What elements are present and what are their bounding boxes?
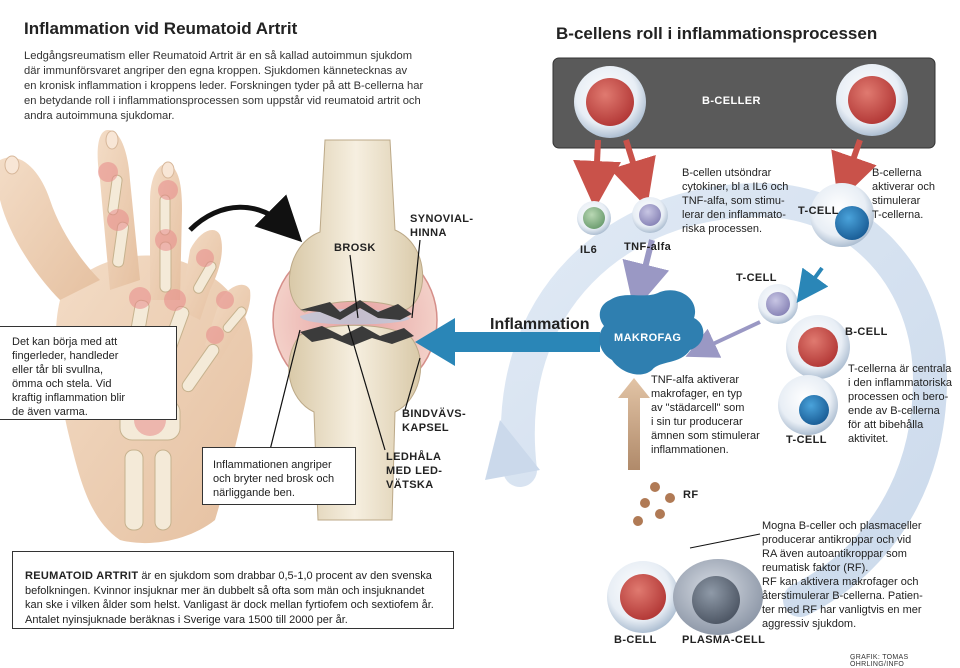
tnf-macrophage-note [651, 373, 760, 457]
arrow-tcell-down [806, 268, 822, 290]
right-title: B-cellens roll i inflammationsprocessen [556, 24, 878, 43]
ledhala-label [386, 450, 442, 492]
tcell-central-note-line: T-cellerna är centrala [848, 363, 952, 375]
cytokine-note [682, 166, 788, 236]
intro-line: Ledgångsreumatism eller Reumatoid Artrit är en så kallad autoimmun sjukdom [24, 50, 413, 62]
activate-note-line: stimulerar [872, 195, 921, 207]
plasma-note-line: aggressiv sjukdom. [762, 618, 857, 630]
hand-note [0, 326, 177, 420]
plasma-cell [673, 559, 763, 635]
tnf-label: TNF-alfa [624, 241, 672, 253]
t-cell-mid [758, 284, 798, 324]
tnf-macrophage-note-line: makrofager, en typ [651, 388, 743, 400]
inflammation-label: Inflammation [490, 316, 590, 333]
ra-note-line: befolkningen. Kvinnor insjuknar mer än dubbelt så ofta som män och insjuknandet [25, 584, 425, 597]
bindvav-line: BINDVÄVS- [402, 408, 467, 420]
rf-label: RF [683, 489, 699, 501]
hand-note-line: kraftig inflammation blir [12, 392, 126, 404]
bindvav-label [402, 407, 466, 435]
tnf-cell [632, 197, 668, 233]
tnf-macrophage-note-line: ämnen som stimulerar [651, 430, 760, 442]
synovial-line: HINNA [410, 227, 447, 239]
cytokine-note-line: lerar den inflammato- [682, 209, 786, 221]
credit: GRAFIK: TOMAS ÖHRLING/INFO [850, 654, 909, 668]
tcell-central-note-line: för att bibehålla [848, 419, 924, 431]
b-cell-bottom [607, 561, 679, 633]
tcell-central-note-line: i den inflammatoriska [848, 377, 952, 389]
tnf-macrophage-note-line: av "städarcell" som [651, 402, 745, 414]
arrow-tcell-to-macrophage [700, 322, 760, 350]
ra-note-line: Antalet nyinsjuknade beräknas i Sverige vara 1500 till 2000 per år. [25, 613, 348, 626]
plasma-note-pointer [690, 534, 760, 548]
tcell-right-label: T-CELL [786, 434, 827, 446]
tcell-central-note-line: ende av B-cellerna [848, 405, 940, 417]
makrofag-label: MAKROFAG [614, 332, 682, 344]
intro-line: en betydande roll i inflammationsprocessen som uppstår vid reumatoid artrit och [24, 95, 421, 107]
tcell-top-label: T-CELL [798, 205, 839, 217]
brosk-label: BROSK [334, 242, 376, 254]
plasma-label: PLASMA-CELL [682, 634, 766, 646]
il6-cell [577, 201, 611, 235]
rf-particles [633, 482, 675, 526]
ledhala-line: LEDHÅLA [386, 451, 442, 463]
hand-note-line: de även varma. [12, 406, 88, 418]
tcell-mid-label: T-CELL [736, 272, 777, 284]
plasma-note-line: ter med RF har vanligtvis en mer [762, 604, 922, 616]
ledhala-line: VÄTSKA [386, 479, 434, 491]
intro-line: där immunförsvaret angriper den egna kroppen. Sjukdomen kännetecknas av [24, 65, 408, 77]
plasma-note-line: producerar antikroppar och vid [762, 534, 912, 546]
b-cell-right [786, 315, 850, 379]
plasma-note-line: RA även autoantikroppar som [762, 548, 907, 560]
bcell-bottom-label: B-CELL [614, 634, 657, 646]
ra-note-lead: REUMATOID ARTRIT [25, 570, 139, 582]
ledhala-line: MED LED- [386, 465, 443, 477]
t-cell-right [778, 375, 838, 435]
cartilage-note-line: närliggande ben. [213, 487, 295, 499]
plasma-note-line: återstimulerar B-cellerna. Patien- [762, 590, 923, 602]
plasma-note-line: RF kan aktivera makrofager och [762, 576, 919, 588]
b-celler-label: B-CELLER [702, 95, 761, 107]
tcell-central-note-line: aktivitet. [848, 433, 889, 445]
ra-note-line: kan ske i vilken ålder som helst. Vanligast är dock mellan fyrtiofem och sextiofem år. [25, 599, 434, 611]
arrow-to-il6 [596, 140, 598, 185]
cartilage-note-line: och bryter ned brosk och [213, 473, 335, 485]
hand-to-joint-arrow [190, 207, 288, 230]
tcell-central-note [848, 362, 952, 446]
cytokine-note-line: cytokiner, bl a IL6 och [682, 181, 789, 193]
activate-note [872, 166, 935, 222]
plasma-note-line: reumatisk faktor (RF). [762, 562, 869, 574]
intro-text [24, 49, 424, 124]
il6-label: IL6 [580, 244, 598, 256]
synovial-label [410, 212, 474, 240]
tnf-macrophage-note-line: TNF-alfa aktiverar [651, 374, 740, 386]
activate-note-line: aktiverar och [872, 181, 935, 193]
cartilage-note [202, 447, 356, 505]
bcell-right-label: B-CELL [845, 326, 888, 338]
cytokine-note-line: TNF-alfa, som stimu- [682, 195, 785, 207]
cytokine-note-line: riska processen. [682, 223, 763, 235]
b-cell-panel-left [574, 66, 646, 138]
tnf-macrophage-note-line: i sin tur producerar [651, 416, 743, 428]
plasma-note [762, 519, 923, 631]
intro-line: en kronisk inflammation i kroppens leder. Forskningen tyder på att B-cellerna har [24, 80, 424, 92]
b-cell-panel-right [836, 64, 908, 136]
ra-note-line: är en sjukdom som drabbar 0,5-1,0 procent av den svenska [138, 570, 432, 582]
ra-note-first-line [25, 569, 453, 584]
left-title: Inflammation vid Reumatoid Artrit [24, 19, 298, 38]
ra-note [12, 551, 454, 629]
rf-to-macrophage-arrow [618, 378, 650, 470]
activate-note-line: T-cellerna. [872, 209, 924, 221]
intro-line: andra autoimmuna sjukdomar. [24, 110, 175, 122]
hand-note-line: Det kan börja med att [12, 336, 118, 348]
cytokine-note-line: B-cellen utsöndrar [682, 167, 772, 179]
tcell-central-note-line: processen och bero- [848, 391, 949, 403]
bindvav-line: KAPSEL [402, 422, 450, 434]
synovial-line: SYNOVIAL- [410, 213, 474, 225]
plasma-note-line: Mogna B-celler och plasmaceller [762, 520, 922, 532]
hand-note-line: fingerleder, handleder [12, 350, 119, 362]
hand-note-line: eller tår bli svullna, [12, 364, 104, 376]
hand-note-line: ömma och stela. Vid [12, 378, 112, 390]
activate-note-line: B-cellerna [872, 167, 922, 179]
tnf-macrophage-note-line: inflammationen. [651, 444, 729, 456]
cartilage-note-line: Inflammationen angriper [213, 459, 332, 471]
